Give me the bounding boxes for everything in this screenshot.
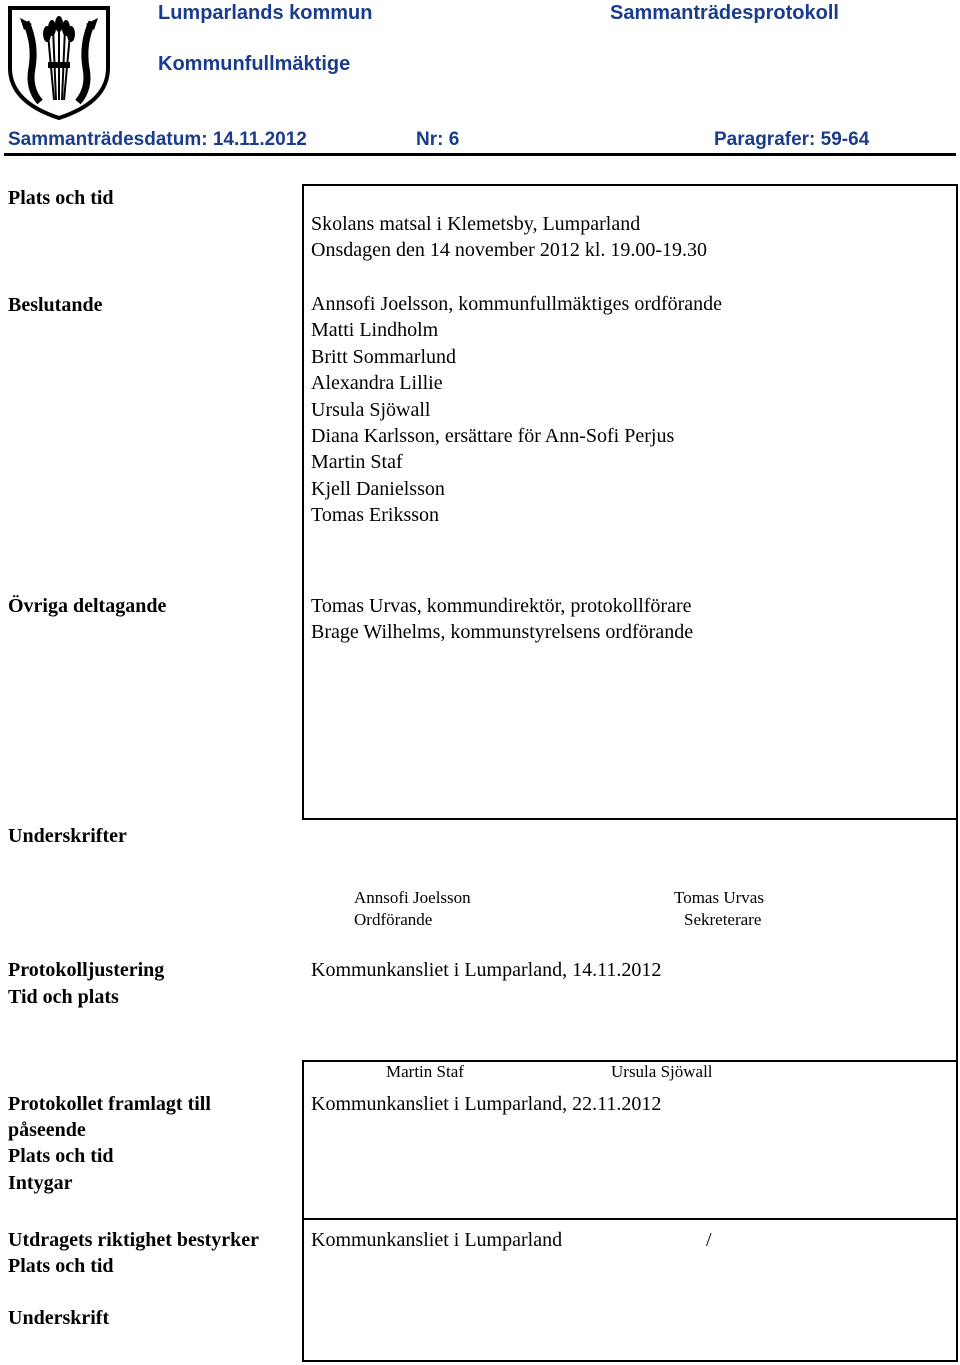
underskrift-label: Underskrift: [8, 1307, 110, 1329]
signer-name: Tomas Urvas: [674, 888, 764, 907]
signer-role: Sekreterare: [684, 910, 762, 929]
governing-body: Kommunfullmäktige: [158, 53, 351, 75]
plats-line: Onsdagen den 14 november 2012 kl. 19.00-19.30: [311, 239, 708, 261]
meeting-date: Sammanträdesdatum: 14.11.2012: [8, 129, 307, 150]
framlagt-place-date: Kommunkansliet i Lumparland, 22.11.2012: [311, 1093, 662, 1115]
justering-place-date: Kommunkansliet i Lumparland, 14.11.2012: [311, 959, 662, 981]
table-top-border: [302, 184, 958, 186]
column-divider: [302, 1060, 304, 1218]
plats-och-tid-label: Plats och tid: [8, 187, 114, 209]
beslutande-member: Kjell Danielsson: [311, 478, 445, 500]
beslutande-member: Ursula Sjöwall: [311, 399, 431, 421]
beslutande-label: Beslutande: [8, 294, 103, 316]
signer-name: Annsofi Joelsson: [354, 888, 471, 907]
utdrag-plats-label: Plats och tid: [8, 1255, 114, 1277]
beslutande-member: Annsofi Joelsson, kommunfullmäktiges ordförande: [311, 293, 723, 315]
paseende-label: påseende: [8, 1119, 86, 1141]
justerare-name: Martin Staf: [386, 1062, 464, 1081]
column-divider: [302, 1218, 304, 1362]
utdrag-date-separator: /: [706, 1229, 712, 1251]
utdrag-place: Kommunkansliet i Lumparland: [311, 1229, 563, 1251]
underskrifter-label: Underskrifter: [8, 825, 127, 847]
beslutande-member: Martin Staf: [311, 451, 403, 473]
utdrag-label: Utdragets riktighet bestyrker: [8, 1229, 260, 1251]
column-divider: [302, 184, 304, 820]
paragraph-range: Paragrafer: 59-64: [714, 129, 870, 150]
ovriga-deltagande-label: Övriga deltagande: [8, 595, 167, 617]
protokolljustering-label: Protokolljustering: [8, 959, 165, 981]
framlagt-plats-label: Plats och tid: [8, 1145, 114, 1167]
tid-och-plats-label: Tid och plats: [8, 986, 119, 1008]
beslutande-member: Tomas Eriksson: [311, 504, 440, 526]
ovriga-participant: Brage Wilhelms, kommunstyrelsens ordförande: [311, 621, 694, 643]
ovriga-participant: Tomas Urvas, kommundirektör, protokollförare: [311, 595, 692, 617]
beslutande-member: Britt Sommarlund: [311, 346, 456, 368]
intygar-label: Intygar: [8, 1172, 73, 1194]
right-border: [956, 184, 958, 1362]
table-bottom-border: [302, 1360, 958, 1362]
document-type: Sammanträdesprotokoll: [610, 2, 839, 24]
header-rule: [4, 153, 956, 156]
signer-role: Ordförande: [354, 910, 433, 929]
plats-line: Skolans matsal i Klemetsby, Lumparland: [311, 213, 641, 235]
framlagt-label: Protokollet framlagt till: [8, 1093, 211, 1115]
justerare-name: Ursula Sjöwall: [611, 1062, 713, 1081]
beslutande-member: Matti Lindholm: [311, 319, 439, 341]
beslutande-member: Alexandra Lillie: [311, 372, 443, 394]
protocol-number: Nr: 6: [416, 129, 460, 150]
row-divider: [302, 818, 958, 820]
municipal-crest-logo: [6, 4, 112, 122]
row-divider: [302, 1218, 958, 1220]
beslutande-member: Diana Karlsson, ersättare för Ann-Sofi Perjus: [311, 425, 675, 447]
municipality-name: Lumparlands kommun: [158, 2, 373, 24]
